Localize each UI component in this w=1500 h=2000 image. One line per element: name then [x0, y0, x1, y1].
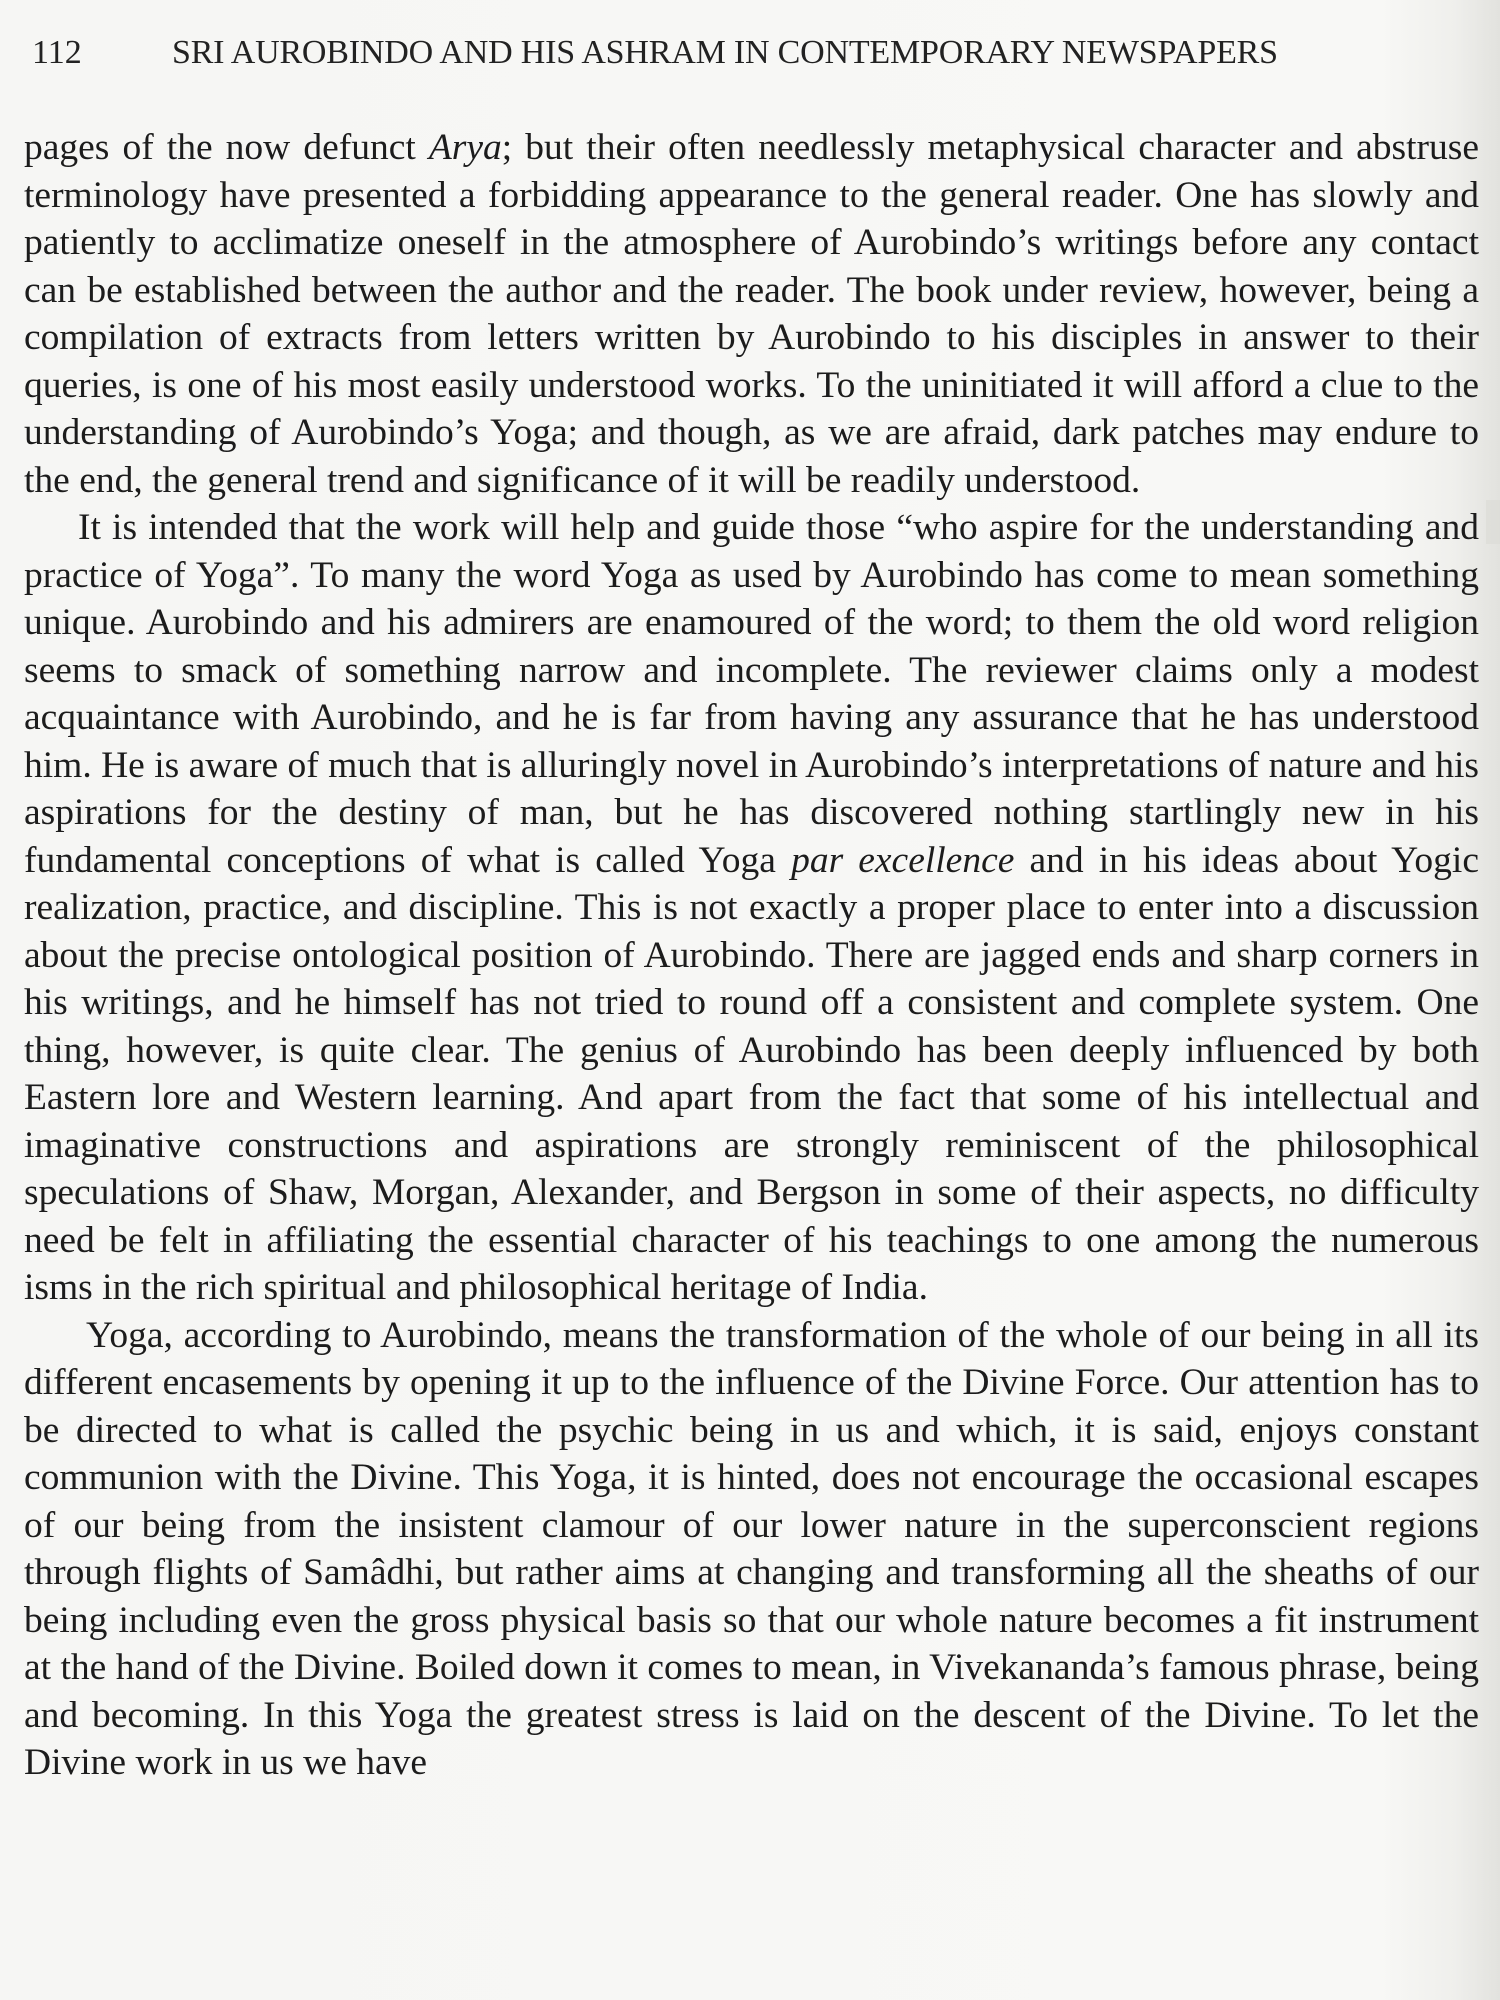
paragraph-1-text-a: pages of the now defunct [24, 127, 429, 168]
paragraph-1 [24, 124, 1479, 504]
paragraph-3 [24, 1312, 1479, 1787]
paragraph-2 [24, 504, 1479, 1312]
page-edge-shadow [1486, 500, 1500, 544]
running-title: SRI AUROBINDO AND HIS ASHRAM IN CONTEMPORARY NEWSPAPERS [172, 34, 1278, 71]
page-number: 112 [32, 34, 82, 71]
body-text [24, 124, 1479, 1787]
paragraph-2-text-a: It is intended that the work will help and guide those “who aspire for the understanding and practice of Yoga”. To many the word Yoga as used by Aurobindo has come to mean something unique. Aurobindo and his admirers are enamoured of the word; to them the old word religion seems to smack of something narrow and incomplete. The reviewer claims only a modest acquaintance with Aurobindo, and he is far from having any assurance that he has understood him. He is aware of much that is alluringly novel in Aurobindo’s interpretations of nature and his aspirations for the destiny of man, but he has discovered nothing startlingly new in his fundamental conceptions of what is called Yoga [24, 507, 1479, 881]
paragraph-2-italic: par excellence [791, 839, 1015, 881]
paragraph-2-text-b: and in his ideas about Yogic realization, practice, and discipline. This is not exactly a proper place to enter into a discussion about the precise ontological position of Aurobindo. There are jagged ends and sharp corners in his writings, and he himself has not tried to round off a consistent and complete system. One thing, however, is quite clear. The genius of Aurobindo has been deeply influenced by both Eastern lore and Western learning. And apart from the fact that some of his intellectual and imaginative constructions and aspirations are strongly reminiscent of the philosophical speculations of Shaw, Morgan, Alexander, and Bergson in some of their aspects, no difficulty need be felt in affiliating the essential character of his teachings to one among the numerous isms in the rich spiritual and philosophical heritage of India. [24, 839, 1479, 1308]
paragraph-1-italic: Arya [428, 127, 502, 168]
paragraph-3-text: Yoga, according to Aurobindo, means the transformation of the whole of our being in all its different encasements by opening it up to the influence of the Divine Force. Our attention has to be directed to what is called the psychic being in us and which, it is said, enjoys constant communion with the Divine. This Yoga, it is hinted, does not encourage the occasional escapes of our being from the insistent clamour of our lower nature in the superconscient regions through flights of Samâdhi, but rather aims at changing and transforming all the sheaths of our being including even the gross physical basis so that our whole nature becomes a fit instrument at the hand of the Divine. Boiled down it comes to mean, in Vivekananda’s famous phrase, being and becoming. In this Yoga the greatest stress is laid on the descent of the Divine. To let the Divine work in us we have [24, 1314, 1479, 1783]
running-header [32, 30, 1460, 76]
paragraph-1-text-b: ; but their often needlessly metaphysical character and abstruse terminology have presented a forbidding appearance to the general reader. One has slowly and patiently to acclimatize oneself in the atmosphere of Aurobindo’s writings before any contact can be established between the author and the reader. The book under review, however, being a compilation of extracts from letters written by Aurobindo to his disciples in answer to their queries, is one of his most easily understood works. To the uninitiated it will afford a clue to the understanding of Aurobindo’s Yoga; and though, as we are afraid, dark patches may endure to the end, the general trend and significance of it will be readily understood. [24, 127, 1479, 501]
